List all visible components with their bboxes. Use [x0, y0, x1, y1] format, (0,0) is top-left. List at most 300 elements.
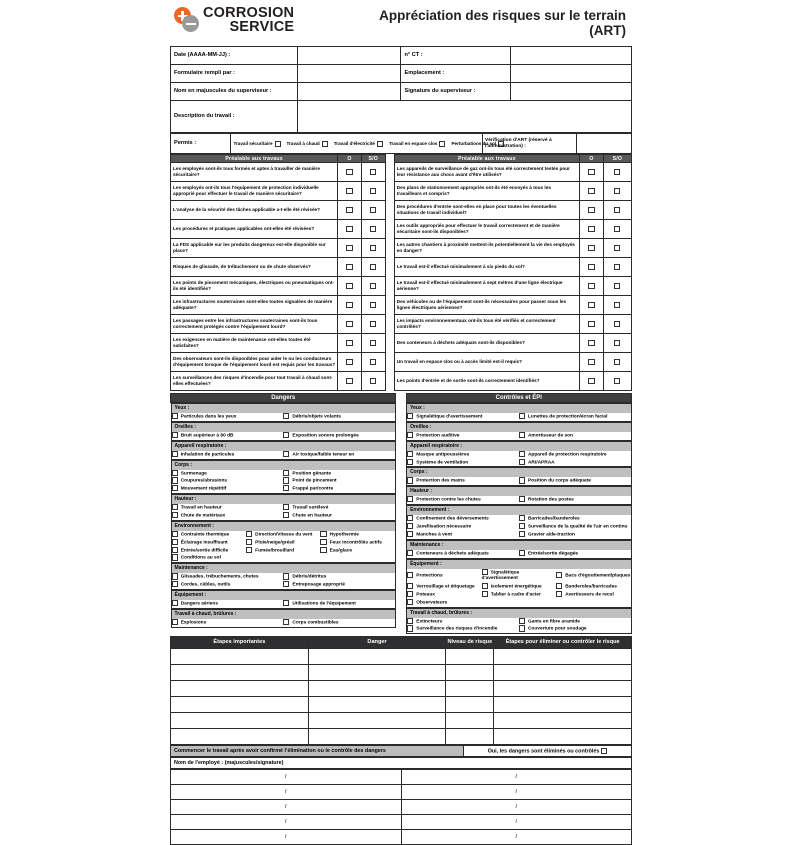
- question-right-2-na[interactable]: [603, 201, 631, 220]
- employee-signature-field-right-2[interactable]: /: [401, 800, 632, 815]
- question-left-11-yes[interactable]: [338, 372, 362, 391]
- control-option-checkbox[interactable]: Bacs d'égouttement/plaques: [556, 569, 631, 583]
- checkbox[interactable]: [407, 432, 413, 438]
- question-right-7-yes[interactable]: [580, 296, 604, 315]
- danger-option-checkbox[interactable]: Utilisations de l'équipement: [283, 600, 395, 608]
- steps-cell-4-2[interactable]: [446, 712, 494, 728]
- question-left-10-yes[interactable]: [338, 353, 362, 372]
- danger-option-checkbox[interactable]: Débris/objets volants: [283, 413, 395, 421]
- employee-name-label: Nom de l'employé : (majuscules/signature): [171, 758, 632, 769]
- checkbox[interactable]: [407, 591, 413, 597]
- control-option-checkbox[interactable]: Protections: [407, 569, 481, 583]
- checkbox[interactable]: [172, 573, 178, 579]
- permit-option-0[interactable]: Travail sécuritaire: [233, 141, 280, 147]
- table-row: [171, 680, 632, 696]
- hazards-controls-table: [170, 393, 632, 634]
- question-left-6-na[interactable]: [361, 277, 385, 296]
- checkbox[interactable]: [283, 432, 289, 438]
- questions-header-left: Préalable aux travaux: [171, 155, 338, 163]
- question-left-4: La FDS applicable sur les produits dangereux est-elle disponible sur place?: [171, 239, 338, 258]
- question-right-5-na[interactable]: [603, 258, 631, 277]
- list-item: [407, 625, 630, 633]
- prework-questions-table: [170, 154, 632, 391]
- question-right-1-na[interactable]: [603, 182, 631, 201]
- steps-cell-3-1[interactable]: [308, 696, 446, 712]
- date-label: Date (AAAA-MM-JJ) :: [171, 47, 298, 65]
- checkbox[interactable]: [407, 572, 413, 578]
- danger-option-checkbox[interactable]: Contrainte thermique: [172, 531, 246, 539]
- permit-option-1[interactable]: Travail à chaud: [287, 141, 328, 147]
- question-left-3-na[interactable]: [361, 220, 385, 239]
- date-input[interactable]: [298, 47, 401, 65]
- checkbox[interactable]: [283, 619, 289, 625]
- question-left-10-na[interactable]: [361, 353, 385, 372]
- control-option-checkbox[interactable]: Conteneurs à déchets adéquats: [407, 550, 519, 558]
- control-option-checkbox[interactable]: Observateurs: [407, 599, 481, 607]
- employee-signature-field-right-1[interactable]: /: [401, 785, 632, 800]
- table-row: [171, 758, 632, 769]
- checkbox[interactable]: [482, 583, 488, 589]
- control-option-checkbox[interactable]: Manches à vent: [407, 531, 519, 539]
- question-right-5-yes[interactable]: [580, 258, 604, 277]
- checkbox[interactable]: [283, 413, 289, 419]
- checkbox[interactable]: [407, 618, 413, 624]
- title-line-1: Appréciation des risques sur le terrain: [379, 8, 626, 23]
- question-right-6-na[interactable]: [603, 277, 631, 296]
- column-gap: [396, 394, 406, 403]
- danger-option-checkbox[interactable]: Fumée/brouillard: [246, 547, 320, 555]
- employee-signature-field-right-4[interactable]: /: [401, 830, 632, 845]
- art-verification-input[interactable]: [577, 134, 632, 154]
- question-right-2-yes[interactable]: [580, 201, 604, 220]
- steps-cell-5-3[interactable]: [494, 728, 632, 744]
- danger-option-checkbox[interactable]: Particules dans les yeux: [172, 413, 284, 421]
- checkbox[interactable]: [519, 515, 525, 521]
- danger-options-6: [171, 573, 396, 590]
- control-option-checkbox[interactable]: Signalétique d'avertissement: [407, 413, 519, 421]
- danger-option-checkbox[interactable]: Dangers aériens: [172, 600, 284, 608]
- checkbox[interactable]: [172, 413, 178, 419]
- company-logo: [174, 6, 334, 34]
- steps-cell-0-2[interactable]: [446, 648, 494, 664]
- checkbox[interactable]: [482, 591, 488, 597]
- checkbox[interactable]: [407, 496, 413, 502]
- dangers-column: [171, 403, 396, 635]
- question-left-2-yes[interactable]: [338, 201, 362, 220]
- checkbox[interactable]: [172, 554, 178, 560]
- checkbox[interactable]: [172, 600, 178, 606]
- danger-option-checkbox[interactable]: Chute en hauteur: [283, 512, 395, 520]
- danger-option-checkbox[interactable]: Corps combustibles: [283, 619, 395, 627]
- danger-category-0: Yeux :: [171, 403, 396, 413]
- table-row: [171, 712, 632, 728]
- steps-cell-0-0[interactable]: [171, 648, 309, 664]
- checkbox[interactable]: [283, 451, 289, 457]
- question-left-1-yes[interactable]: [338, 182, 362, 201]
- list-item: [407, 618, 630, 626]
- permit-option-4[interactable]: Perturbations du sol: [451, 141, 504, 147]
- steps-cell-3-3[interactable]: [494, 696, 632, 712]
- steps-cell-2-0[interactable]: [171, 680, 309, 696]
- table-row: [171, 47, 632, 65]
- checkbox[interactable]: [519, 477, 525, 483]
- control-option-checkbox[interactable]: Gravier aide-traction: [519, 531, 631, 539]
- question-left-2-na[interactable]: [361, 201, 385, 220]
- checkbox[interactable]: [283, 600, 289, 606]
- question-right-4-yes[interactable]: [580, 239, 604, 258]
- steps-cell-2-2[interactable]: [446, 680, 494, 696]
- question-right-4-na[interactable]: [603, 239, 631, 258]
- permit-option-2[interactable]: Travail d'électricité: [334, 141, 383, 147]
- permit-checkbox[interactable]: [322, 141, 328, 147]
- steps-cell-1-2[interactable]: [446, 664, 494, 680]
- control-option-checkbox[interactable]: Barricades/banderoles: [519, 515, 631, 523]
- question-left-2: L'analyse de la sécurité des tâches applicable a-t-elle été révisée?: [171, 201, 338, 220]
- question-right-11-yes[interactable]: [580, 372, 604, 391]
- control-option-checkbox[interactable]: Verrouillage et étiquetage: [407, 583, 481, 591]
- question-right-8-yes[interactable]: [580, 315, 604, 334]
- control-category-4: Hauteur :: [406, 486, 631, 496]
- question-right-0-yes[interactable]: [580, 163, 604, 182]
- checkbox[interactable]: [172, 581, 178, 587]
- checkbox[interactable]: [482, 569, 488, 575]
- control-option-checkbox[interactable]: Protection auditive: [407, 432, 519, 440]
- employee-signature-field-left-2[interactable]: /: [171, 800, 402, 815]
- control-option-checkbox[interactable]: Gants en fibre aramide: [519, 618, 631, 626]
- steps-cell-5-0[interactable]: [171, 728, 309, 744]
- danger-option-checkbox[interactable]: Entreposage approprié: [283, 581, 395, 589]
- empty-cell: [482, 599, 556, 607]
- checkbox[interactable]: [283, 504, 289, 510]
- permit-option-3[interactable]: Travail en espace clos: [389, 141, 446, 147]
- question-right-1-yes[interactable]: [580, 182, 604, 201]
- list-item: [407, 599, 630, 607]
- list-item: [172, 531, 395, 539]
- table-row: [171, 258, 632, 277]
- checkbox[interactable]: [407, 523, 413, 529]
- question-right-11: Les points d'entrée et de sortie sont-ils correctement identifiés?: [394, 372, 579, 391]
- question-right-11-na[interactable]: [603, 372, 631, 391]
- danger-option-checkbox[interactable]: Bruit supérieur à 80 dB: [172, 432, 284, 440]
- checkbox[interactable]: [407, 599, 413, 605]
- question-left-7-na[interactable]: [361, 296, 385, 315]
- control-option-checkbox[interactable]: Entrée/sortie dégagée: [519, 550, 631, 558]
- control-option-checkbox[interactable]: Position du corps adéquate: [519, 477, 631, 485]
- filled-by-input[interactable]: [298, 65, 401, 83]
- question-right-10-na[interactable]: [603, 353, 631, 372]
- checkbox[interactable]: [172, 477, 178, 483]
- employee-signature-field-left-3[interactable]: /: [171, 815, 402, 830]
- supervisor-name-input[interactable]: [298, 83, 401, 101]
- question-left-9-na[interactable]: [361, 334, 385, 353]
- minus-circle-icon: [182, 15, 199, 32]
- danger-option-checkbox[interactable]: Inhalation de particules: [172, 451, 284, 459]
- steps-cell-3-0[interactable]: [171, 696, 309, 712]
- steps-cell-3-2[interactable]: [446, 696, 494, 712]
- location-input[interactable]: [510, 65, 631, 83]
- employee-signature-field-right-3[interactable]: /: [401, 815, 632, 830]
- danger-option-checkbox[interactable]: Débris/détritus: [283, 573, 395, 581]
- danger-option-checkbox[interactable]: Travail surélevé: [283, 504, 395, 512]
- checkbox[interactable]: [519, 531, 525, 537]
- control-option-checkbox[interactable]: Surveillance des risques d'incendie: [407, 625, 519, 633]
- checkbox[interactable]: [172, 470, 178, 476]
- table-row: [171, 696, 632, 712]
- steps-cell-5-2[interactable]: [446, 728, 494, 744]
- question-right-9-yes[interactable]: [580, 334, 604, 353]
- checkbox[interactable]: [519, 550, 525, 556]
- logo-marks: [174, 7, 200, 31]
- checkbox[interactable]: [556, 583, 562, 589]
- control-options-8: [406, 618, 631, 635]
- checkbox[interactable]: [283, 581, 289, 587]
- page-title: [334, 6, 632, 38]
- question-left-6-yes[interactable]: [338, 277, 362, 296]
- supervisor-signature-input[interactable]: [510, 83, 631, 101]
- question-left-4-yes[interactable]: [338, 239, 362, 258]
- danger-option-checkbox[interactable]: Coupures/abrasions: [172, 477, 284, 485]
- checkbox[interactable]: [283, 485, 289, 491]
- steps-cell-1-1[interactable]: [308, 664, 446, 680]
- permit-checkbox[interactable]: [275, 141, 281, 147]
- checkbox[interactable]: [172, 539, 178, 545]
- empty-cell: [246, 554, 320, 562]
- steps-cell-1-3[interactable]: [494, 664, 632, 680]
- checkbox[interactable]: [320, 547, 326, 553]
- danger-option-checkbox[interactable]: Travail en hauteur: [172, 504, 284, 512]
- danger-option-checkbox[interactable]: Explosions: [172, 619, 284, 627]
- checkbox[interactable]: [283, 573, 289, 579]
- confirm-checkbox[interactable]: [601, 748, 607, 754]
- ct-number-input[interactable]: [510, 47, 631, 65]
- checkbox[interactable]: [519, 432, 525, 438]
- question-left-8-yes[interactable]: [338, 315, 362, 334]
- checkbox[interactable]: [172, 451, 178, 457]
- control-option-checkbox[interactable]: Masque antipoussières: [407, 451, 519, 459]
- question-left-1-na[interactable]: [361, 182, 385, 201]
- work-description-input[interactable]: [298, 101, 632, 133]
- steps-column-header-0: Étapes importantes: [171, 637, 309, 649]
- checkbox[interactable]: [172, 619, 178, 625]
- danger-option-checkbox[interactable]: Frappé par/contre: [283, 485, 395, 493]
- danger-option-checkbox[interactable]: Surmenage: [172, 470, 284, 478]
- question-right-10-yes[interactable]: [580, 353, 604, 372]
- question-right-3-yes[interactable]: [580, 220, 604, 239]
- steps-cell-2-1[interactable]: [308, 680, 446, 696]
- checkbox[interactable]: [519, 413, 525, 419]
- question-left-5-yes[interactable]: [338, 258, 362, 277]
- danger-option-checkbox[interactable]: Mouvement répétitif: [172, 485, 284, 493]
- checkbox[interactable]: [407, 583, 413, 589]
- checkbox[interactable]: [172, 512, 178, 518]
- danger-options-7: [171, 600, 396, 609]
- control-option-checkbox[interactable]: Lunettes de protection/écran facial: [519, 413, 631, 421]
- signature-rows-table: [170, 769, 632, 845]
- checkbox[interactable]: [172, 485, 178, 491]
- control-option-checkbox[interactable]: Confinement des déversements: [407, 515, 519, 523]
- control-option-checkbox[interactable]: Protection contre les chutes: [407, 496, 519, 504]
- column-gap: [385, 220, 394, 239]
- question-right-6-yes[interactable]: [580, 277, 604, 296]
- empty-cell: [556, 599, 631, 607]
- question-left-0-na[interactable]: [361, 163, 385, 182]
- checkbox[interactable]: [519, 459, 525, 465]
- danger-option-checkbox[interactable]: Air toxique/faible teneur en: [283, 451, 395, 459]
- question-left-8-na[interactable]: [361, 315, 385, 334]
- question-left-6: Les points de pincement mécaniques, électriques ou pneumatiques ont-ils été identifiés?: [171, 277, 338, 296]
- table-row: [171, 785, 632, 800]
- checkbox[interactable]: [556, 591, 562, 597]
- danger-option-checkbox[interactable]: Point de pincement: [283, 477, 395, 485]
- question-left-3-yes[interactable]: [338, 220, 362, 239]
- danger-option-checkbox[interactable]: Cordes, câbles, outils: [172, 581, 284, 589]
- checkbox[interactable]: [519, 496, 525, 502]
- control-option-checkbox[interactable]: Amortisseur de son: [519, 432, 631, 440]
- danger-option-checkbox[interactable]: Eau/glace: [320, 547, 394, 555]
- question-right-3: Les outils appropriés pour effectuer le travail correctement et de manière sécuritaire sont-ils disponibles?: [394, 220, 579, 239]
- question-right-7-na[interactable]: [603, 296, 631, 315]
- list-item: [172, 581, 395, 589]
- list-item: [407, 523, 630, 531]
- question-left-5-na[interactable]: [361, 258, 385, 277]
- checkbox[interactable]: [407, 477, 413, 483]
- permit-checkbox[interactable]: [439, 141, 445, 147]
- checkbox[interactable]: [407, 625, 413, 631]
- column-gap: [396, 403, 406, 635]
- question-right-7: Des véhicules ou de l'équipement sont-ils nécessaires pour passer sous les lignes électriques aériennes?: [394, 296, 579, 315]
- steps-cell-4-0[interactable]: [171, 712, 309, 728]
- column-gap: [385, 163, 394, 182]
- list-item: [407, 531, 630, 539]
- list-item: [407, 583, 630, 591]
- steps-cell-0-1[interactable]: [308, 648, 446, 664]
- question-left-4-na[interactable]: [361, 239, 385, 258]
- checkbox[interactable]: [172, 547, 178, 553]
- checkbox[interactable]: [246, 539, 252, 545]
- question-right-0-na[interactable]: [603, 163, 631, 182]
- control-option-checkbox[interactable]: Appareil de protection respiratoire: [519, 451, 631, 459]
- checkbox[interactable]: [407, 413, 413, 419]
- danger-option-checkbox[interactable]: Direction/Vitesse du vent: [246, 531, 320, 539]
- control-option-checkbox[interactable]: Couverture pour soudage: [519, 625, 631, 633]
- danger-option-checkbox[interactable]: Glissades, trébuchements, chutes: [172, 573, 284, 581]
- control-option-checkbox[interactable]: Extincteurs: [407, 618, 519, 626]
- confirm-checkbox-cell[interactable]: [464, 745, 632, 756]
- employee-signature-field-right-0[interactable]: /: [401, 770, 632, 785]
- control-option-checkbox[interactable]: Protection des mains: [407, 477, 519, 485]
- list-item: [172, 554, 395, 562]
- control-option-checkbox[interactable]: ARI/APRAA: [519, 459, 631, 467]
- checkbox[interactable]: [283, 470, 289, 476]
- control-options-2: [406, 451, 631, 468]
- checkbox[interactable]: [172, 504, 178, 510]
- checkbox[interactable]: [407, 515, 413, 521]
- checkbox[interactable]: [407, 451, 413, 457]
- control-option-checkbox[interactable]: Surveillance de la qualité de l'air en continu: [519, 523, 631, 531]
- steps-cell-4-3[interactable]: [494, 712, 632, 728]
- steps-cell-5-1[interactable]: [308, 728, 446, 744]
- danger-option-checkbox[interactable]: Entrée/sortie difficile: [172, 547, 246, 555]
- question-right-3-na[interactable]: [603, 220, 631, 239]
- list-item: [172, 573, 395, 581]
- control-option-checkbox[interactable]: Système de ventilation: [407, 459, 519, 467]
- steps-cell-2-3[interactable]: [494, 680, 632, 696]
- question-left-0-yes[interactable]: [338, 163, 362, 182]
- steps-column-header-3: Étapes pour éliminer ou contrôler le risque: [494, 637, 632, 649]
- employee-signature-field-left-1[interactable]: /: [171, 785, 402, 800]
- list-item: [407, 477, 630, 485]
- table-row: [171, 239, 632, 258]
- question-left-9-yes[interactable]: [338, 334, 362, 353]
- danger-option-checkbox[interactable]: Exposition sonore prolongée: [283, 432, 395, 440]
- checkbox[interactable]: [519, 523, 525, 529]
- checkbox[interactable]: [556, 572, 562, 578]
- danger-option-checkbox[interactable]: Éclairage insuffisant: [172, 539, 246, 547]
- checkbox[interactable]: [519, 625, 525, 631]
- checkbox[interactable]: [519, 618, 525, 624]
- permit-checkbox[interactable]: [377, 141, 383, 147]
- control-option-checkbox[interactable]: Poteaux: [407, 591, 481, 599]
- question-left-11-na[interactable]: [361, 372, 385, 391]
- checkbox[interactable]: [407, 459, 413, 465]
- checkbox[interactable]: [320, 539, 326, 545]
- employee-signature-field-left-0[interactable]: /: [171, 770, 402, 785]
- checkbox[interactable]: [320, 531, 326, 537]
- steps-column-header-2: Niveau de risque: [446, 637, 494, 649]
- question-right-8-na[interactable]: [603, 315, 631, 334]
- table-row: [171, 182, 632, 201]
- control-option-checkbox[interactable]: Rotation des postes: [519, 496, 631, 504]
- list-item: [172, 600, 395, 608]
- checkbox[interactable]: [283, 477, 289, 483]
- checkbox[interactable]: [172, 531, 178, 537]
- checkbox[interactable]: [519, 451, 525, 457]
- danger-option-checkbox[interactable]: Hypothermie: [320, 531, 394, 539]
- control-option-checkbox[interactable]: Signalétique d'avertissement: [481, 569, 520, 582]
- employee-signature-field-left-4[interactable]: /: [171, 830, 402, 845]
- control-option-checkbox[interactable]: Avertisseurs de recul: [556, 591, 631, 599]
- question-right-9-na[interactable]: [603, 334, 631, 353]
- list-item: [407, 496, 630, 504]
- checkbox[interactable]: [407, 550, 413, 556]
- danger-option-checkbox[interactable]: Conditions au sol: [172, 554, 246, 562]
- danger-option-checkbox[interactable]: Feux incontrôlés actifs: [320, 539, 394, 547]
- danger-option-checkbox[interactable]: Position gênante: [283, 470, 395, 478]
- checkbox[interactable]: [246, 531, 252, 537]
- danger-category-5: Environnement :: [171, 521, 396, 531]
- checkbox[interactable]: [283, 512, 289, 518]
- danger-category-7: Équipement :: [171, 590, 396, 600]
- checkbox[interactable]: [407, 531, 413, 537]
- control-option-checkbox[interactable]: Isolement énergétique: [482, 583, 556, 591]
- list-item: [172, 432, 395, 440]
- steps-cell-4-1[interactable]: [308, 712, 446, 728]
- risk-steps-table: [170, 636, 632, 745]
- danger-option-checkbox[interactable]: Chute de matériaux: [172, 512, 284, 520]
- danger-category-6: Maintenance :: [171, 563, 396, 573]
- checkbox[interactable]: [246, 547, 252, 553]
- danger-option-checkbox[interactable]: Pluie/neige/grésil: [246, 539, 320, 547]
- steps-cell-1-0[interactable]: [171, 664, 309, 680]
- column-gap: [385, 182, 394, 201]
- control-option-checkbox[interactable]: Tablier à cadre d'acier: [482, 591, 556, 599]
- control-option-checkbox[interactable]: Javellisation nécessaire: [407, 523, 519, 531]
- question-left-7-yes[interactable]: [338, 296, 362, 315]
- checkbox[interactable]: [172, 432, 178, 438]
- steps-cell-0-3[interactable]: [494, 648, 632, 664]
- control-option-checkbox[interactable]: Banderoles/barricades: [556, 583, 631, 591]
- question-left-9: Les exigences en matière de maintenance ont-elles toutes été satisfaites?: [171, 334, 338, 353]
